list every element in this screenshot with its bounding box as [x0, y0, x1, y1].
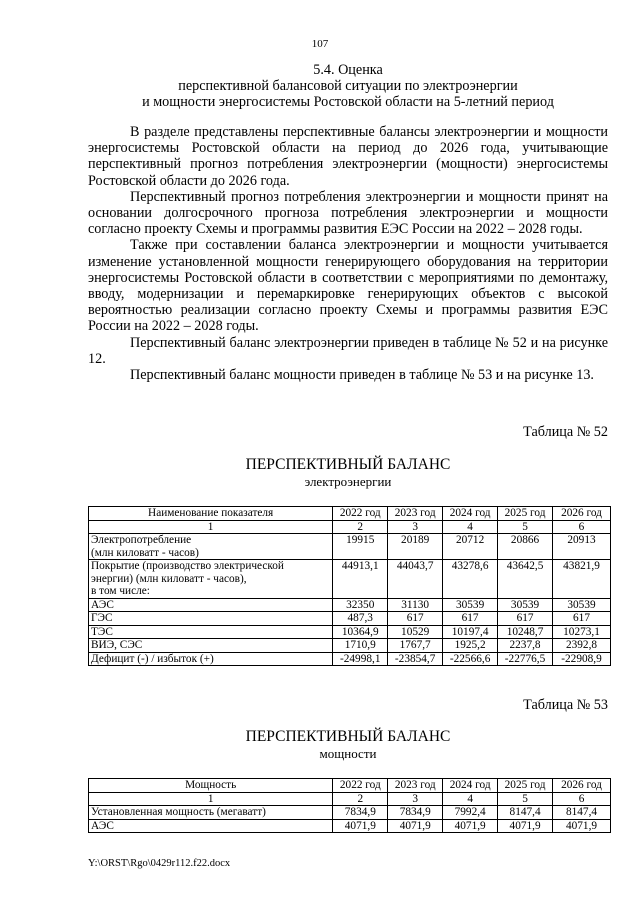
- table-cell: 1925,2: [443, 639, 498, 653]
- column-header: 2026 год: [553, 507, 611, 521]
- file-path-footer: Y:\ORST\Rgo\0429r112.f22.docx: [88, 858, 231, 869]
- table-cell: 1767,7: [388, 639, 443, 653]
- table-cell: 7992,4: [443, 806, 498, 820]
- table-52-subtitle: электроэнергии: [304, 474, 392, 489]
- index-cell: 2: [333, 792, 388, 806]
- table-cell: 8147,4: [498, 806, 553, 820]
- table-row: [89, 806, 611, 820]
- table-cell: 617: [388, 612, 443, 626]
- table-52-title: ПЕРСПЕКТИВНЫЙ БАЛАНС: [245, 456, 451, 473]
- row-label: [89, 534, 333, 560]
- table-cell: -22776,5: [498, 652, 553, 666]
- paragraph: Также при составлении баланса электроэнергии и мощности учитывается изменение установленной мощности генерирующего оборудования на территории энергосистемы Ростовской области в соответствии с мероприятиями по демонтажу, вводу, модернизации и перемаркировке генерирующих объектов с высокой вероятностью реализации согласно проекту Схемы и программы развития ЕЭС России на 2022 – 2028 годы.: [88, 237, 608, 335]
- column-header: Наименование показателя: [89, 507, 333, 521]
- section-heading: [88, 62, 608, 110]
- table-cell: 8147,4: [553, 806, 611, 820]
- table-row: [89, 625, 611, 639]
- row-label-line: Электропотребление: [91, 534, 192, 546]
- paragraph: Перспективный прогноз потребления электроэнергии и мощности принят на основании долгосрочного прогноза потребления электроэнергии и мощности согласно проекту Схемы и программы развития ЕЭС России на 2022 – 2028 годы.: [88, 188, 608, 238]
- table-52: [88, 506, 611, 666]
- column-header: 2024 год: [443, 779, 498, 793]
- row-label-line: в том числе:: [91, 585, 150, 597]
- table-header-row: [89, 507, 611, 521]
- table-cell: 617: [498, 612, 553, 626]
- index-cell: 2: [333, 520, 388, 534]
- paragraph: Перспективный баланс мощности приведен в таблице № 53 и на рисунке 13.: [130, 367, 594, 384]
- row-label: Установленная мощность (мегаватт): [89, 806, 333, 820]
- heading-line-2: перспективной балансовой ситуации по электроэнергии: [178, 78, 518, 94]
- table-row: [89, 560, 611, 599]
- column-header: Мощность: [89, 779, 333, 793]
- table-cell: 7834,9: [333, 806, 388, 820]
- row-label: [89, 560, 333, 599]
- table-cell: -22566,6: [443, 652, 498, 666]
- row-label-line: Покрытие (производство электрической: [91, 560, 284, 572]
- table-row: [89, 652, 611, 666]
- table-cell: 30539: [498, 598, 553, 612]
- table-cell: 43642,5: [498, 560, 553, 599]
- column-header: 2023 год: [388, 779, 443, 793]
- table-index-row: [89, 520, 611, 534]
- table-cell: 32350: [333, 598, 388, 612]
- table-cell: 617: [443, 612, 498, 626]
- table-53: [88, 778, 611, 833]
- index-cell: 4: [443, 792, 498, 806]
- paragraph: Перспективный баланс электроэнергии приведен в таблице № 52 и на рисунке 12.: [88, 334, 608, 367]
- row-label: АЭС: [89, 819, 333, 833]
- row-label: Дефицит (-) / избыток (+): [89, 652, 333, 666]
- index-cell: 1: [89, 520, 333, 534]
- table-cell: 44913,1: [333, 560, 388, 599]
- table-cell: 4071,9: [443, 819, 498, 833]
- table-cell: 10529: [388, 625, 443, 639]
- row-label: АЭС: [89, 598, 333, 612]
- row-label: ТЭС: [89, 625, 333, 639]
- table-cell: 10364,9: [333, 625, 388, 639]
- table-53-subtitle: мощности: [319, 746, 377, 761]
- table-cell: 43821,9: [553, 560, 611, 599]
- heading-line-3: и мощности энергосистемы Ростовской области на 5-летний период: [142, 94, 554, 110]
- column-header: 2022 год: [333, 779, 388, 793]
- table-row: [89, 819, 611, 833]
- table-cell: -24998,1: [333, 652, 388, 666]
- index-cell: 5: [498, 792, 553, 806]
- table-cell: -23854,7: [388, 652, 443, 666]
- table-cell: 20189: [388, 534, 443, 560]
- table-cell: 10248,7: [498, 625, 553, 639]
- column-header: 2025 год: [498, 507, 553, 521]
- table-cell: 2237,8: [498, 639, 553, 653]
- column-header: 2026 год: [553, 779, 611, 793]
- body-text: [88, 124, 608, 383]
- table-cell: 30539: [443, 598, 498, 612]
- table-cell: 31130: [388, 598, 443, 612]
- column-header: 2022 год: [333, 507, 388, 521]
- index-cell: 3: [388, 792, 443, 806]
- index-cell: 1: [89, 792, 333, 806]
- table-cell: 20913: [553, 534, 611, 560]
- table-row: [89, 639, 611, 653]
- paragraph: В разделе представлены перспективные балансы электроэнергии и мощности энергосистемы Ростовской области на период до 2026 года, учитывающие перспективный прогноз потребления электроэнергии (мощности) энергосистемы Ростовской области до 2026 года.: [88, 124, 608, 189]
- table-cell: 617: [553, 612, 611, 626]
- page-number: 107: [311, 38, 329, 50]
- table-53-caption: Таблица № 53: [523, 697, 608, 713]
- table-cell: 10197,4: [443, 625, 498, 639]
- table-cell: 20866: [498, 534, 553, 560]
- table-cell: 4071,9: [388, 819, 443, 833]
- row-label-line: энергии) (млн киловатт - часов),: [91, 572, 247, 585]
- column-header: 2024 год: [443, 507, 498, 521]
- table-cell: 2392,8: [553, 639, 611, 653]
- index-cell: 6: [553, 520, 611, 534]
- table-cell: -22908,9: [553, 652, 611, 666]
- index-cell: 6: [553, 792, 611, 806]
- table-row: [89, 598, 611, 612]
- index-cell: 3: [388, 520, 443, 534]
- table-index-row: [89, 792, 611, 806]
- table-52-caption: Таблица № 52: [523, 424, 608, 440]
- table-row: [89, 534, 611, 560]
- table-cell: 4071,9: [333, 819, 388, 833]
- table-cell: 4071,9: [498, 819, 553, 833]
- row-label: ВИЭ, СЭС: [89, 639, 333, 653]
- table-header-row: [89, 779, 611, 793]
- table-cell: 1710,9: [333, 639, 388, 653]
- table-53-title: ПЕРСПЕКТИВНЫЙ БАЛАНС: [245, 728, 451, 745]
- table-row: [89, 612, 611, 626]
- table-cell: 20712: [443, 534, 498, 560]
- table-cell: 19915: [333, 534, 388, 560]
- index-cell: 5: [498, 520, 553, 534]
- heading-line-1: 5.4. Оценка: [313, 62, 383, 78]
- row-label-line: (млн киловатт - часов): [91, 546, 199, 559]
- table-cell: 7834,9: [388, 806, 443, 820]
- table-cell: 4071,9: [553, 819, 611, 833]
- index-cell: 4: [443, 520, 498, 534]
- table-cell: 10273,1: [553, 625, 611, 639]
- column-header: 2023 год: [388, 507, 443, 521]
- table-cell: 43278,6: [443, 560, 498, 599]
- table-cell: 487,3: [333, 612, 388, 626]
- row-label: ГЭС: [89, 612, 333, 626]
- table-cell: 44043,7: [388, 560, 443, 599]
- table-cell: 30539: [553, 598, 611, 612]
- column-header: 2025 год: [498, 779, 553, 793]
